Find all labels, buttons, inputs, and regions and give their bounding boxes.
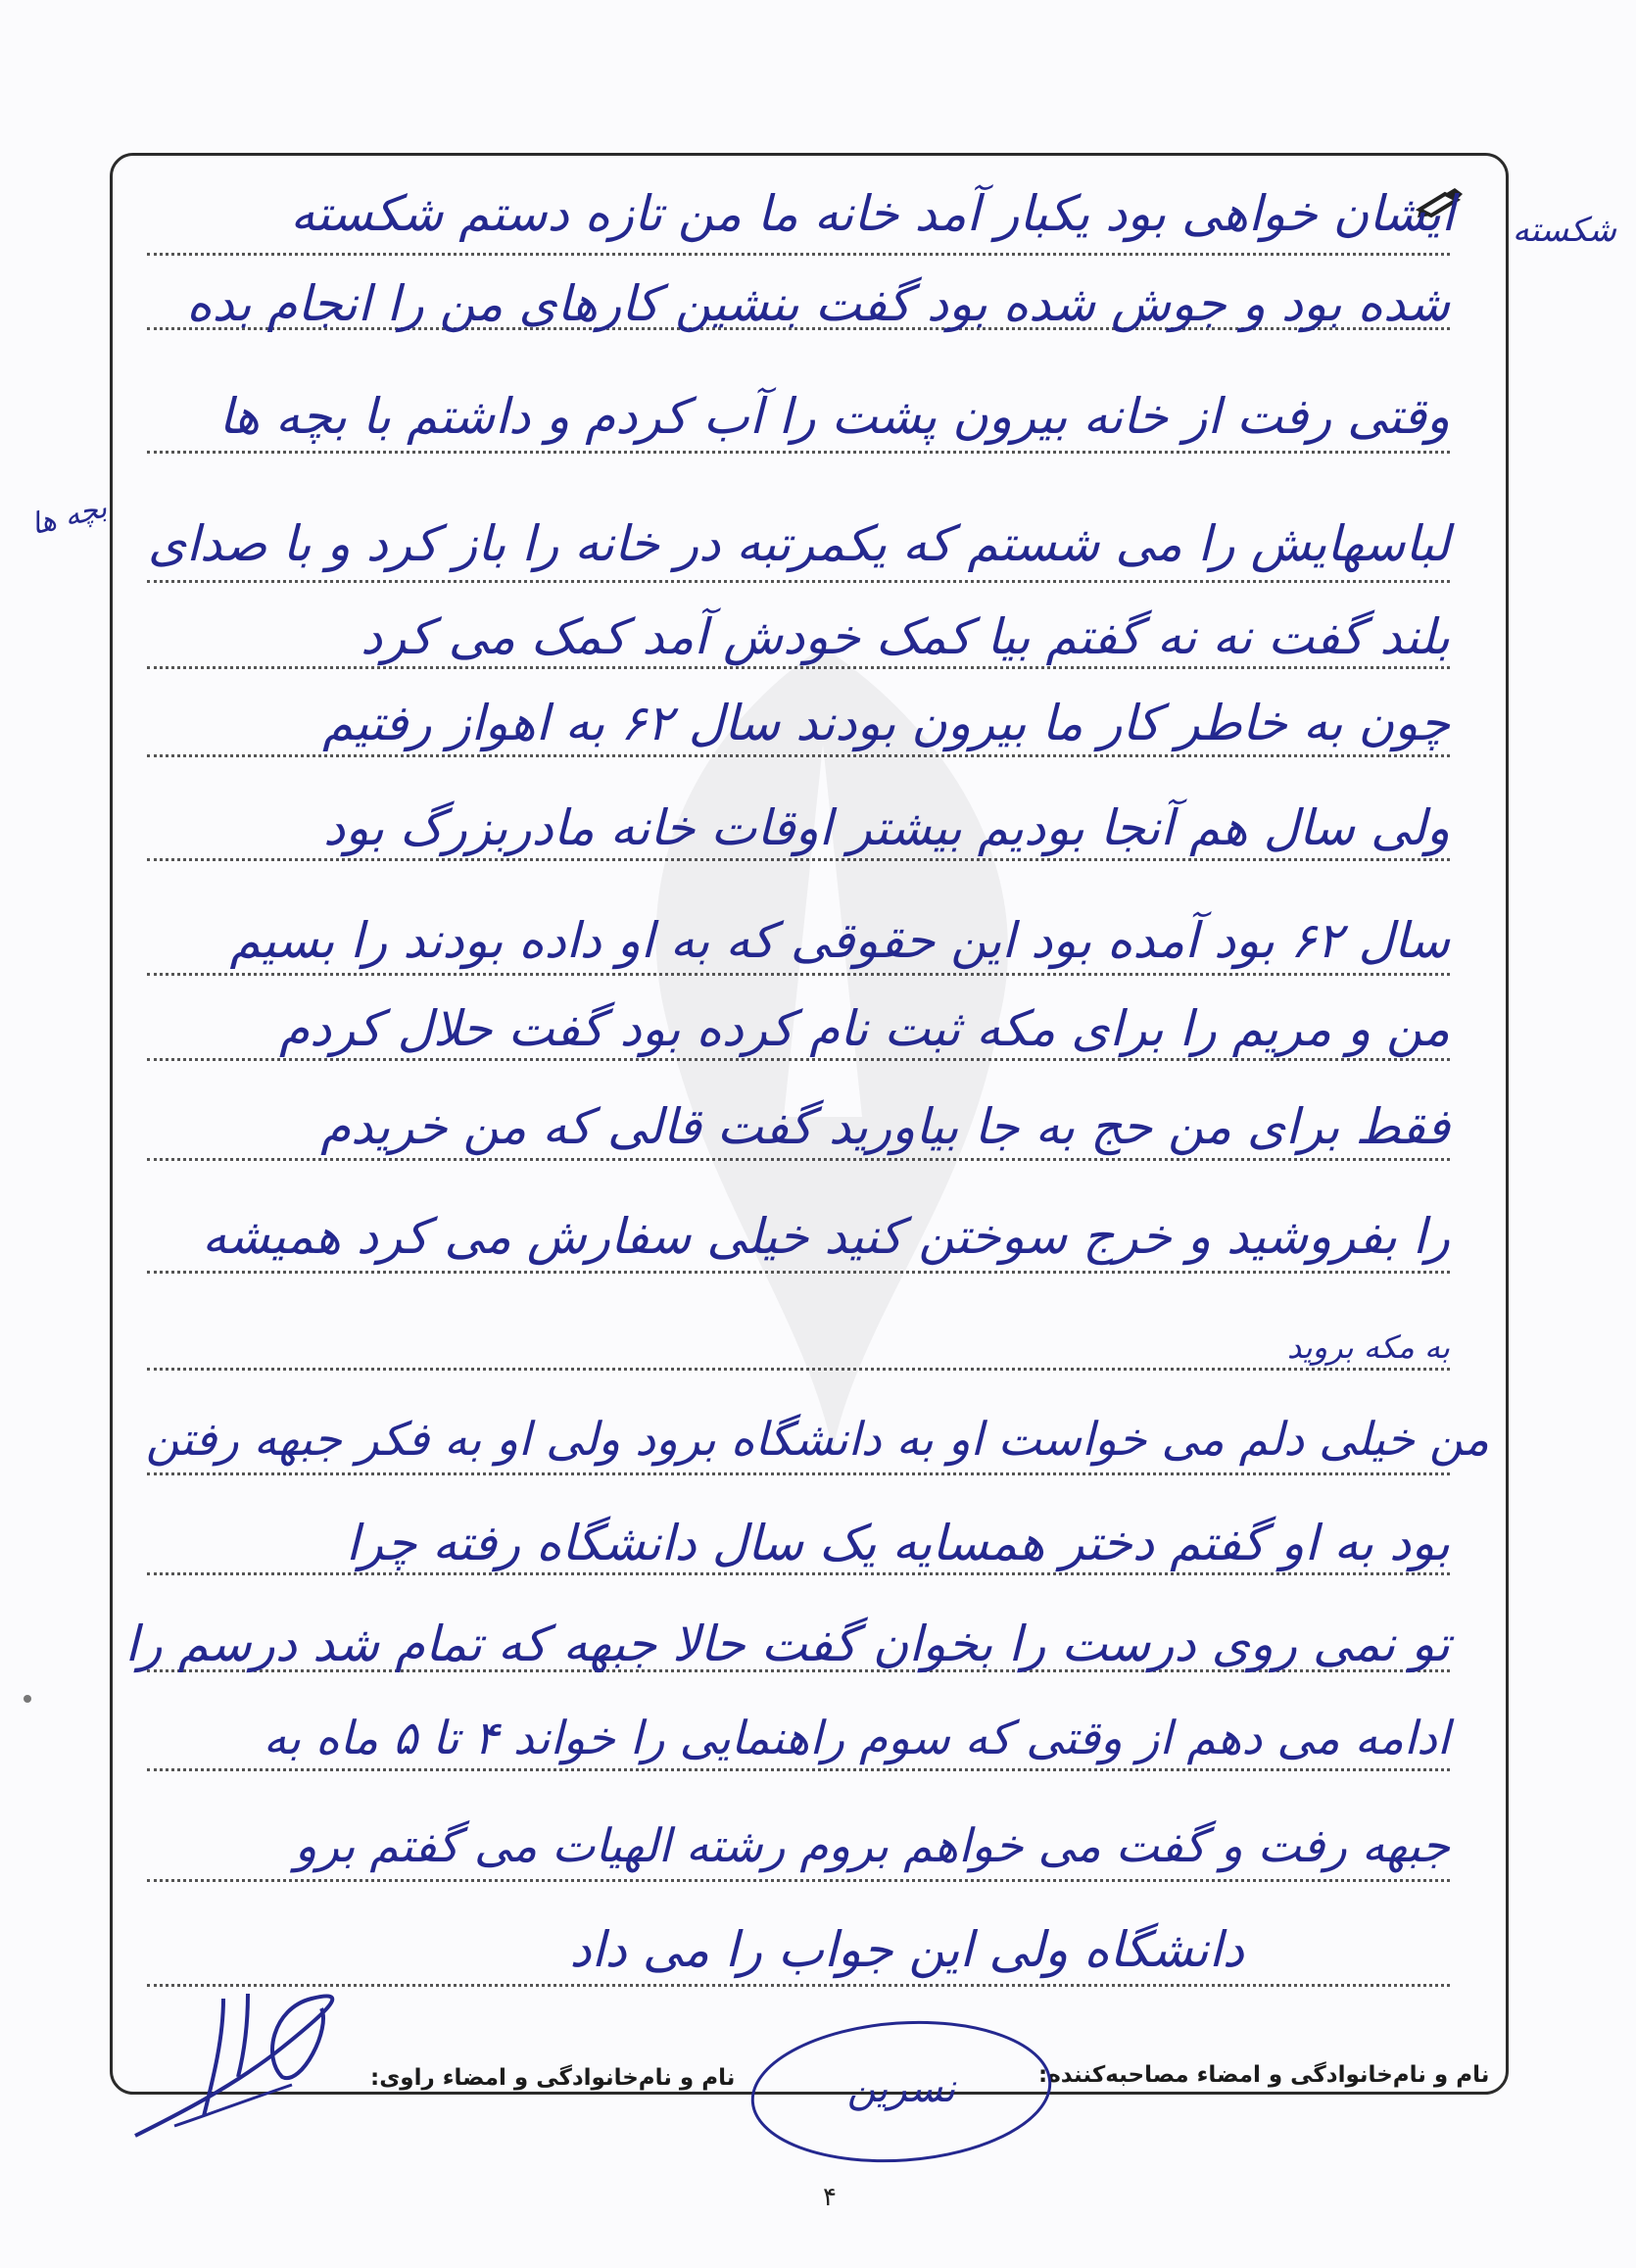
svg-text:نسرین: نسرین <box>846 2066 956 2111</box>
handwritten-line-8: سال ۶۲ بود آمده بود این حقوقی که به او داده بودند را بسیم <box>229 912 1450 969</box>
handwritten-line-13: من خیلی دلم می خواست او به دانشگاه برود ولی او به فکر جبهه رفتن <box>145 1413 1489 1467</box>
handwritten-line-9: من و مریم را برای مکه ثبت نام کرده بود گفت حلال کردم <box>279 1000 1450 1057</box>
handwritten-line-16: ادامه می دهم از وقتی که سوم راهنمایی را خواند ۴ تا ۵ ماه به <box>263 1712 1450 1765</box>
narrator-label: نام و نام‌خانوادگی و امضاء راوی: <box>370 2065 736 2091</box>
narrator-signature <box>116 1969 370 2146</box>
handwritten-line-7: ولی سال هم آنجا بودیم بیشتر اوقات خانه مادربزرگ بود <box>323 799 1450 856</box>
handwritten-line-6: چون به خاطر کار ما بیرون بودند سال ۶۲ به اهواز رفتیم <box>322 695 1450 751</box>
handwritten-line-1: ایشان خواهی بود یکبار آمد خانه ما من تازه دستم شکسته <box>290 185 1455 242</box>
handwritten-line-5: بلند گفت نه نه گفتم بیا کمک خودش آمد کمک می کرد <box>361 608 1450 665</box>
handwritten-line-10: فقط برای من حج به جا بیاورید گفت قالی که من خریدم <box>320 1098 1450 1155</box>
handwritten-line-2: شده بود و جوش شده بود گفت بنشین کارهای من را انجام بده <box>186 275 1450 332</box>
page-number: ۴ <box>823 2183 837 2212</box>
handwritten-line-17: جبهه رفت و گفت می خواهم بروم رشته الهیات می گفتم برو <box>294 1819 1450 1873</box>
handwritten-line-12: به مکه بروید <box>1286 1328 1450 1366</box>
scan-artifact <box>24 1695 31 1703</box>
handwritten-line-11: را بفروشید و خرج سوختن کنید خیلی سفارش می کرد همیشه <box>202 1208 1450 1265</box>
handwritten-line-14: بود به او گفتم دختر همسایه یک سال دانشگاه رفته چرا <box>345 1515 1450 1571</box>
margin-note-top: شکسته <box>1512 211 1616 250</box>
margin-note-left: بچه ها <box>27 490 111 543</box>
handwritten-line-15: تو نمی روی درست را بخوان گفت حالا جبهه که تمام شد درسم را <box>124 1616 1450 1672</box>
handwritten-line-4: لباسهایش را می شستم که یکمرتبه در خانه را باز کرد و با صدای <box>147 515 1450 572</box>
interviewer-label: نام و نام‌خانوادگی و امضاء مصاحبه‌کننده: <box>1038 2062 1490 2088</box>
handwritten-line-3: وقتی رفت از خانه بیرون پشت را آب کردم و داشتم با بچه ها <box>218 388 1450 445</box>
handwritten-line-18: دانشگاه ولی این جواب را می داد <box>569 1921 1244 1978</box>
interviewer-signature <box>745 2003 1058 2170</box>
